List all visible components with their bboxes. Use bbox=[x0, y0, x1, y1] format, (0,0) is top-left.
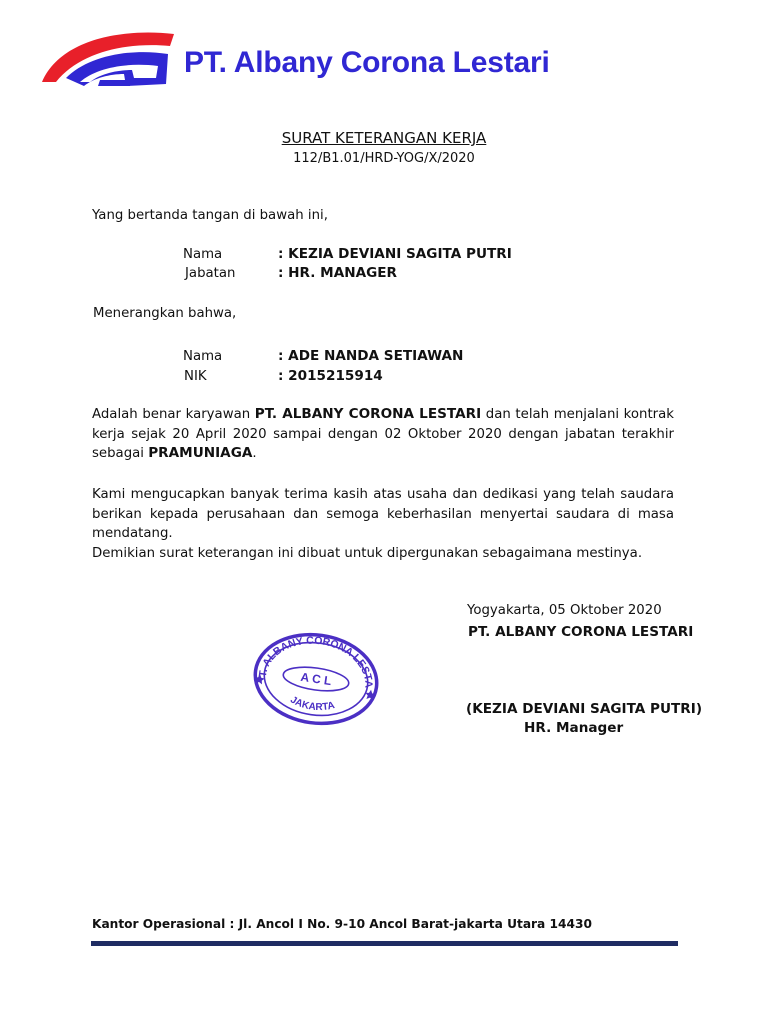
para1-end: . bbox=[252, 446, 257, 461]
company-logo-icon bbox=[40, 28, 180, 92]
document-title: SURAT KETERANGAN KERJA bbox=[281, 129, 487, 147]
paragraph-thanks: Kami mengucapkan banyak terima kasih atas usaha dan dedikasi yang telah saudara berikan kepada perusahaan dan semoga keberhasilan menyertai saudara di masa mendatang. bbox=[92, 487, 674, 541]
footer-divider bbox=[91, 941, 678, 946]
employee-name-label: Nama bbox=[183, 349, 223, 364]
para1-middle: dan telah menjalani kontrak kerja sejak 20 April 2020 sampai dengan 02 Oktober 2020 dengan jabatan terakhir sebagai bbox=[92, 407, 674, 461]
statement-intro: Menerangkan bahwa, bbox=[93, 306, 237, 321]
employee-name-value: : ADE NANDA SETIAWAN bbox=[278, 348, 464, 364]
signer-intro: Yang bertanda tangan di bawah ini, bbox=[92, 208, 328, 223]
para1-start: Adalah benar karyawan bbox=[92, 407, 255, 422]
para1-position: PRAMUNIAGA bbox=[148, 445, 253, 461]
signer-position-value: : HR. MANAGER bbox=[278, 265, 398, 281]
paragraph-closing: Demikian surat keterangan ini dibuat untuk dipergunakan sebagaimana mestinya. bbox=[92, 546, 643, 561]
signature-name: (KEZIA DEVIANI SAGITA PUTRI) bbox=[466, 701, 703, 717]
employee-nik-label: NIK bbox=[184, 369, 207, 384]
company-name: PT. Albany Corona Lestari bbox=[184, 46, 550, 79]
stamp-center-text: A C L bbox=[299, 669, 333, 689]
employee-nik-value: : 2015215914 bbox=[278, 368, 383, 384]
document-number: 112/B1.01/HRD-YOG/X/2020 bbox=[293, 151, 475, 166]
paragraph-employment bbox=[92, 405, 674, 464]
signature-company: PT. ALBANY CORONA LESTARI bbox=[468, 624, 694, 640]
signature-title: HR. Manager bbox=[524, 720, 624, 736]
company-stamp-icon bbox=[248, 624, 384, 734]
stamp-ring-text: PT. ALBANY CORONA LESTARI bbox=[256, 634, 375, 689]
signer-name-label: Nama bbox=[183, 247, 223, 262]
signer-position-label: Jabatan bbox=[185, 266, 236, 281]
svg-text:JAKARTA bbox=[287, 694, 337, 716]
signer-name-value: : KEZIA DEVIANI SAGITA PUTRI bbox=[278, 246, 512, 262]
para1-company: PT. ALBANY CORONA LESTARI bbox=[254, 406, 482, 422]
stamp-bottom-text: JAKARTA bbox=[288, 694, 336, 714]
footer-address: Kantor Operasional : Jl. Ancol I No. 9-10 Ancol Barat-jakarta Utara 14430 bbox=[92, 917, 592, 931]
signature-place-date: Yogyakarta, 05 Oktober 2020 bbox=[467, 603, 662, 618]
